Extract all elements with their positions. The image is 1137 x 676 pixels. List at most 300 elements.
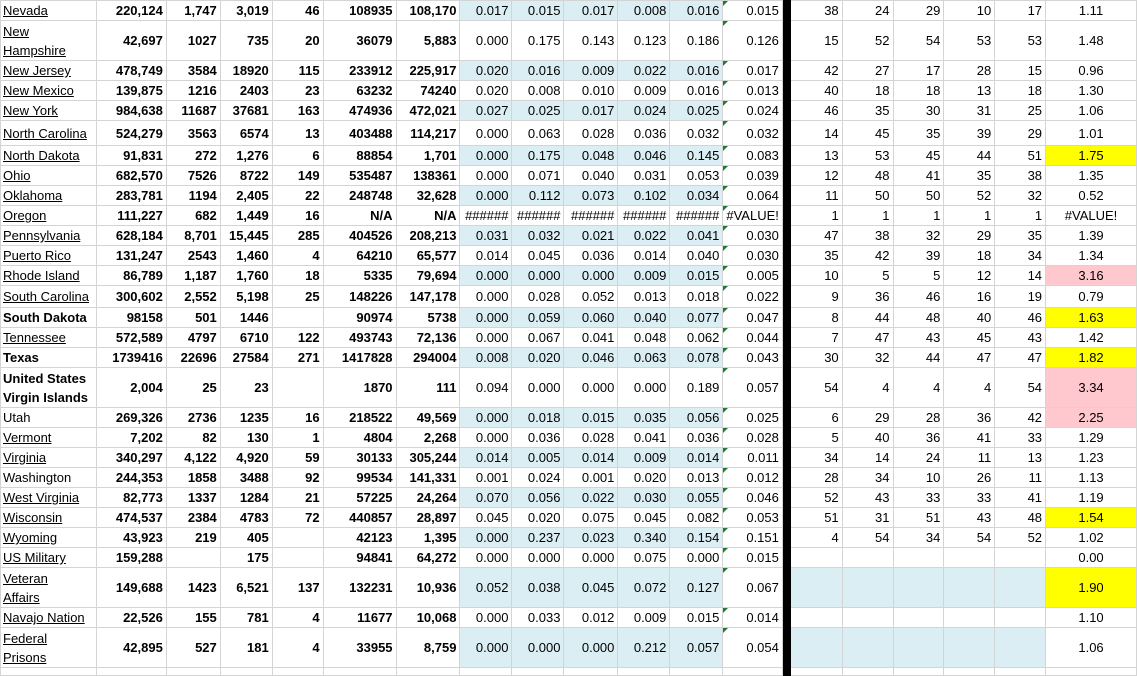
rank-cell[interactable]	[944, 428, 995, 448]
rate-cell[interactable]	[564, 101, 618, 121]
rate-cell[interactable]	[564, 286, 618, 308]
count-cell[interactable]	[96, 61, 166, 81]
state-name-cell[interactable]	[1, 628, 97, 668]
rank-cell[interactable]	[842, 286, 893, 308]
count-cell[interactable]	[323, 488, 396, 508]
rank-cell[interactable]	[944, 548, 995, 568]
rate-cell[interactable]	[460, 61, 512, 81]
rank-cell[interactable]	[842, 186, 893, 206]
rate-cell[interactable]	[512, 121, 564, 146]
rate-cell[interactable]	[618, 628, 670, 668]
ratio-cell[interactable]	[1046, 21, 1137, 61]
ratio-cell[interactable]	[1046, 348, 1137, 368]
rate-cell[interactable]	[670, 286, 723, 308]
rank-cell[interactable]	[893, 266, 944, 286]
state-link[interactable]: North Carolina	[3, 125, 87, 141]
rate-cell[interactable]	[564, 628, 618, 668]
rate-cell[interactable]	[512, 568, 564, 608]
rate-cell[interactable]	[512, 1, 564, 21]
count-cell[interactable]	[396, 328, 460, 348]
rate-cell[interactable]	[564, 368, 618, 408]
count-cell[interactable]	[220, 308, 272, 328]
count-cell[interactable]	[272, 308, 323, 328]
rank-cell[interactable]	[944, 166, 995, 186]
rate-cell[interactable]	[512, 146, 564, 166]
ratio-cell[interactable]	[1046, 488, 1137, 508]
state-link[interactable]: Rhode Island	[3, 268, 80, 283]
count-cell[interactable]	[96, 308, 166, 328]
average-rate-cell[interactable]	[723, 286, 783, 308]
count-cell[interactable]	[220, 166, 272, 186]
count-cell[interactable]	[166, 206, 220, 226]
rank-cell[interactable]	[944, 266, 995, 286]
count-cell[interactable]	[166, 186, 220, 206]
count-cell[interactable]	[96, 121, 166, 146]
rate-cell[interactable]	[564, 568, 618, 608]
rate-cell[interactable]	[460, 468, 512, 488]
empty-cell[interactable]	[323, 668, 396, 676]
count-cell[interactable]	[166, 226, 220, 246]
count-cell[interactable]	[323, 101, 396, 121]
state-name-cell[interactable]	[1, 528, 97, 548]
average-rate-cell[interactable]	[723, 488, 783, 508]
count-cell[interactable]	[396, 266, 460, 286]
rate-cell[interactable]	[460, 186, 512, 206]
rate-cell[interactable]	[618, 101, 670, 121]
count-cell[interactable]	[272, 368, 323, 408]
state-link[interactable]: Navajo Nation	[3, 610, 85, 625]
count-cell[interactable]	[220, 448, 272, 468]
count-cell[interactable]	[272, 61, 323, 81]
count-cell[interactable]	[272, 206, 323, 226]
count-cell[interactable]	[220, 226, 272, 246]
rate-cell[interactable]	[618, 226, 670, 246]
count-cell[interactable]	[272, 568, 323, 608]
count-cell[interactable]	[272, 548, 323, 568]
state-link[interactable]: Pennsylvania	[3, 228, 81, 243]
rank-cell[interactable]	[944, 328, 995, 348]
rank-cell[interactable]	[790, 206, 842, 226]
rate-cell[interactable]	[670, 61, 723, 81]
rank-cell[interactable]	[842, 226, 893, 246]
state-name-cell[interactable]	[1, 428, 97, 448]
rate-cell[interactable]	[512, 428, 564, 448]
rate-cell[interactable]	[564, 146, 618, 166]
state-link[interactable]: Wyoming	[3, 530, 58, 545]
rate-cell[interactable]	[512, 468, 564, 488]
rate-cell[interactable]	[512, 348, 564, 368]
empty-cell[interactable]	[272, 668, 323, 676]
rate-cell[interactable]	[564, 408, 618, 428]
rate-cell[interactable]	[618, 308, 670, 328]
count-cell[interactable]	[166, 368, 220, 408]
rate-cell[interactable]	[670, 468, 723, 488]
count-cell[interactable]	[166, 628, 220, 668]
count-cell[interactable]	[96, 186, 166, 206]
rank-cell[interactable]	[790, 266, 842, 286]
rate-cell[interactable]	[564, 448, 618, 468]
rank-cell[interactable]	[995, 368, 1046, 408]
count-cell[interactable]	[96, 508, 166, 528]
rate-cell[interactable]	[460, 146, 512, 166]
rank-cell[interactable]	[893, 206, 944, 226]
count-cell[interactable]	[166, 608, 220, 628]
rank-cell[interactable]	[944, 186, 995, 206]
count-cell[interactable]	[396, 121, 460, 146]
empty-cell[interactable]	[1046, 668, 1137, 676]
rate-cell[interactable]	[564, 246, 618, 266]
rate-cell[interactable]	[460, 226, 512, 246]
rate-cell[interactable]	[618, 448, 670, 468]
rank-cell[interactable]	[995, 226, 1046, 246]
state-name-cell[interactable]	[1, 468, 97, 488]
rate-cell[interactable]	[512, 206, 564, 226]
rate-cell[interactable]	[460, 448, 512, 468]
rank-cell[interactable]	[995, 548, 1046, 568]
rank-cell[interactable]	[842, 21, 893, 61]
rank-cell[interactable]	[995, 508, 1046, 528]
rank-cell[interactable]	[995, 628, 1046, 668]
empty-cell[interactable]	[512, 668, 564, 676]
rank-cell[interactable]	[944, 528, 995, 548]
rate-cell[interactable]	[564, 548, 618, 568]
rank-cell[interactable]	[893, 428, 944, 448]
count-cell[interactable]	[323, 328, 396, 348]
average-rate-cell[interactable]	[723, 368, 783, 408]
average-rate-cell[interactable]	[723, 146, 783, 166]
rank-cell[interactable]	[790, 166, 842, 186]
rate-cell[interactable]	[618, 61, 670, 81]
rate-cell[interactable]	[618, 286, 670, 308]
rank-cell[interactable]	[790, 81, 842, 101]
count-cell[interactable]	[220, 408, 272, 428]
rank-cell[interactable]	[944, 448, 995, 468]
state-name-cell[interactable]	[1, 408, 97, 428]
rate-cell[interactable]	[512, 186, 564, 206]
count-cell[interactable]	[323, 1, 396, 21]
average-rate-cell[interactable]	[723, 528, 783, 548]
rank-cell[interactable]	[995, 266, 1046, 286]
state-name-cell[interactable]	[1, 348, 97, 368]
count-cell[interactable]	[396, 448, 460, 468]
rank-cell[interactable]	[944, 206, 995, 226]
rank-cell[interactable]	[893, 528, 944, 548]
rank-cell[interactable]	[790, 328, 842, 348]
rate-cell[interactable]	[512, 61, 564, 81]
empty-cell[interactable]	[96, 668, 166, 676]
count-cell[interactable]	[220, 146, 272, 166]
count-cell[interactable]	[166, 61, 220, 81]
rank-cell[interactable]	[790, 121, 842, 146]
count-cell[interactable]	[166, 508, 220, 528]
rank-cell[interactable]	[893, 146, 944, 166]
rank-cell[interactable]	[842, 408, 893, 428]
count-cell[interactable]	[220, 348, 272, 368]
rate-cell[interactable]	[618, 508, 670, 528]
rank-cell[interactable]	[790, 428, 842, 448]
rank-cell[interactable]	[995, 1, 1046, 21]
count-cell[interactable]	[272, 468, 323, 488]
state-name-cell[interactable]	[1, 186, 97, 206]
rate-cell[interactable]	[670, 21, 723, 61]
count-cell[interactable]	[323, 428, 396, 448]
empty-cell[interactable]	[220, 668, 272, 676]
rank-cell[interactable]	[995, 448, 1046, 468]
count-cell[interactable]	[96, 408, 166, 428]
rate-cell[interactable]	[618, 328, 670, 348]
rank-cell[interactable]	[842, 528, 893, 548]
state-name-cell[interactable]	[1, 448, 97, 468]
count-cell[interactable]	[96, 528, 166, 548]
rank-cell[interactable]	[790, 21, 842, 61]
empty-cell[interactable]	[893, 668, 944, 676]
rate-cell[interactable]	[460, 608, 512, 628]
rank-cell[interactable]	[995, 308, 1046, 328]
count-cell[interactable]	[166, 568, 220, 608]
rate-cell[interactable]	[460, 166, 512, 186]
rate-cell[interactable]	[460, 246, 512, 266]
rate-cell[interactable]	[618, 568, 670, 608]
state-link[interactable]: Wisconsin	[3, 510, 63, 525]
ratio-cell[interactable]	[1046, 568, 1137, 608]
count-cell[interactable]	[220, 101, 272, 121]
state-name-cell[interactable]	[1, 308, 97, 328]
rate-cell[interactable]	[564, 121, 618, 146]
rate-cell[interactable]	[512, 81, 564, 101]
ratio-cell[interactable]	[1046, 61, 1137, 81]
rank-cell[interactable]	[944, 468, 995, 488]
rank-cell[interactable]	[944, 348, 995, 368]
state-link[interactable]: Federal Prisons	[3, 630, 48, 665]
rate-cell[interactable]	[564, 488, 618, 508]
rate-cell[interactable]	[618, 146, 670, 166]
rate-cell[interactable]	[670, 608, 723, 628]
rate-cell[interactable]	[512, 266, 564, 286]
rate-cell[interactable]	[460, 286, 512, 308]
count-cell[interactable]	[96, 368, 166, 408]
state-link[interactable]: Oklahoma	[3, 188, 63, 203]
count-cell[interactable]	[96, 286, 166, 308]
rank-cell[interactable]	[893, 628, 944, 668]
rank-cell[interactable]	[995, 568, 1046, 608]
count-cell[interactable]	[220, 328, 272, 348]
rank-cell[interactable]	[893, 21, 944, 61]
average-rate-cell[interactable]	[723, 468, 783, 488]
rank-cell[interactable]	[842, 166, 893, 186]
state-link[interactable]: South Carolina	[3, 289, 89, 304]
count-cell[interactable]	[166, 408, 220, 428]
state-name-cell[interactable]	[1, 146, 97, 166]
count-cell[interactable]	[272, 1, 323, 21]
rate-cell[interactable]	[670, 146, 723, 166]
empty-cell[interactable]	[723, 668, 783, 676]
count-cell[interactable]	[323, 608, 396, 628]
state-link[interactable]: Virginia	[3, 450, 47, 465]
rank-cell[interactable]	[790, 468, 842, 488]
rank-cell[interactable]	[944, 508, 995, 528]
rank-cell[interactable]	[995, 21, 1046, 61]
count-cell[interactable]	[396, 101, 460, 121]
count-cell[interactable]	[272, 608, 323, 628]
rate-cell[interactable]	[670, 121, 723, 146]
count-cell[interactable]	[396, 246, 460, 266]
state-link[interactable]: New Hampshire	[3, 23, 66, 58]
state-name-cell[interactable]	[1, 226, 97, 246]
count-cell[interactable]	[272, 101, 323, 121]
count-cell[interactable]	[220, 528, 272, 548]
count-cell[interactable]	[396, 508, 460, 528]
rank-cell[interactable]	[842, 246, 893, 266]
rank-cell[interactable]	[893, 186, 944, 206]
rank-cell[interactable]	[893, 328, 944, 348]
rank-cell[interactable]	[944, 226, 995, 246]
count-cell[interactable]	[272, 348, 323, 368]
count-cell[interactable]	[166, 286, 220, 308]
count-cell[interactable]	[272, 21, 323, 61]
count-cell[interactable]	[96, 101, 166, 121]
rate-cell[interactable]	[564, 1, 618, 21]
count-cell[interactable]	[220, 428, 272, 448]
count-cell[interactable]	[323, 61, 396, 81]
rate-cell[interactable]	[512, 488, 564, 508]
count-cell[interactable]	[396, 428, 460, 448]
rate-cell[interactable]	[512, 608, 564, 628]
rate-cell[interactable]	[564, 308, 618, 328]
rate-cell[interactable]	[512, 448, 564, 468]
rank-cell[interactable]	[995, 488, 1046, 508]
state-link[interactable]: Veteran Affairs	[3, 570, 48, 605]
rate-cell[interactable]	[670, 488, 723, 508]
count-cell[interactable]	[96, 206, 166, 226]
average-rate-cell[interactable]	[723, 628, 783, 668]
count-cell[interactable]	[96, 226, 166, 246]
rank-cell[interactable]	[944, 81, 995, 101]
ratio-cell[interactable]	[1046, 246, 1137, 266]
count-cell[interactable]	[396, 628, 460, 668]
empty-cell[interactable]	[944, 668, 995, 676]
count-cell[interactable]	[323, 206, 396, 226]
rate-cell[interactable]	[670, 81, 723, 101]
rate-cell[interactable]	[618, 121, 670, 146]
rate-cell[interactable]	[618, 166, 670, 186]
ratio-cell[interactable]	[1046, 628, 1137, 668]
rank-cell[interactable]	[790, 286, 842, 308]
count-cell[interactable]	[272, 448, 323, 468]
rate-cell[interactable]	[512, 328, 564, 348]
ratio-cell[interactable]	[1046, 408, 1137, 428]
count-cell[interactable]	[96, 348, 166, 368]
count-cell[interactable]	[396, 186, 460, 206]
count-cell[interactable]	[166, 528, 220, 548]
rate-cell[interactable]	[564, 608, 618, 628]
rank-cell[interactable]	[842, 206, 893, 226]
rank-cell[interactable]	[842, 508, 893, 528]
rank-cell[interactable]	[842, 468, 893, 488]
rate-cell[interactable]	[460, 266, 512, 286]
rank-cell[interactable]	[944, 246, 995, 266]
count-cell[interactable]	[396, 408, 460, 428]
rate-cell[interactable]	[670, 206, 723, 226]
rank-cell[interactable]	[893, 81, 944, 101]
rate-cell[interactable]	[512, 528, 564, 548]
rate-cell[interactable]	[564, 81, 618, 101]
rate-cell[interactable]	[670, 628, 723, 668]
rank-cell[interactable]	[893, 61, 944, 81]
rate-cell[interactable]	[618, 488, 670, 508]
count-cell[interactable]	[272, 146, 323, 166]
state-name-cell[interactable]	[1, 101, 97, 121]
average-rate-cell[interactable]	[723, 166, 783, 186]
rank-cell[interactable]	[790, 308, 842, 328]
rank-cell[interactable]	[893, 166, 944, 186]
count-cell[interactable]	[220, 61, 272, 81]
average-rate-cell[interactable]	[723, 308, 783, 328]
rate-cell[interactable]	[618, 528, 670, 548]
rank-cell[interactable]	[995, 206, 1046, 226]
rate-cell[interactable]	[618, 428, 670, 448]
count-cell[interactable]	[272, 121, 323, 146]
rank-cell[interactable]	[790, 186, 842, 206]
rank-cell[interactable]	[842, 448, 893, 468]
count-cell[interactable]	[166, 246, 220, 266]
rank-cell[interactable]	[893, 286, 944, 308]
count-cell[interactable]	[166, 348, 220, 368]
rank-cell[interactable]	[893, 1, 944, 21]
rank-cell[interactable]	[842, 121, 893, 146]
count-cell[interactable]	[166, 428, 220, 448]
rank-cell[interactable]	[995, 328, 1046, 348]
rate-cell[interactable]	[460, 528, 512, 548]
average-rate-cell[interactable]	[723, 428, 783, 448]
rate-cell[interactable]	[460, 548, 512, 568]
count-cell[interactable]	[323, 81, 396, 101]
rank-cell[interactable]	[893, 488, 944, 508]
average-rate-cell[interactable]	[723, 186, 783, 206]
count-cell[interactable]	[166, 448, 220, 468]
rank-cell[interactable]	[842, 568, 893, 608]
count-cell[interactable]	[96, 608, 166, 628]
count-cell[interactable]	[220, 508, 272, 528]
rate-cell[interactable]	[564, 266, 618, 286]
rate-cell[interactable]	[670, 408, 723, 428]
rank-cell[interactable]	[842, 368, 893, 408]
rate-cell[interactable]	[460, 21, 512, 61]
count-cell[interactable]	[396, 166, 460, 186]
average-rate-cell[interactable]	[723, 206, 783, 226]
rank-cell[interactable]	[790, 101, 842, 121]
rate-cell[interactable]	[564, 166, 618, 186]
rank-cell[interactable]	[790, 368, 842, 408]
rate-cell[interactable]	[564, 528, 618, 548]
rate-cell[interactable]	[618, 1, 670, 21]
rate-cell[interactable]	[670, 101, 723, 121]
ratio-cell[interactable]	[1046, 468, 1137, 488]
count-cell[interactable]	[96, 146, 166, 166]
empty-cell[interactable]	[460, 668, 512, 676]
ratio-cell[interactable]	[1046, 81, 1137, 101]
count-cell[interactable]	[323, 266, 396, 286]
rank-cell[interactable]	[893, 348, 944, 368]
state-link[interactable]: Ohio	[3, 168, 31, 183]
rank-cell[interactable]	[790, 488, 842, 508]
count-cell[interactable]	[323, 628, 396, 668]
average-rate-cell[interactable]	[723, 81, 783, 101]
count-cell[interactable]	[166, 488, 220, 508]
count-cell[interactable]	[323, 528, 396, 548]
rate-cell[interactable]	[618, 81, 670, 101]
count-cell[interactable]	[272, 266, 323, 286]
rate-cell[interactable]	[460, 348, 512, 368]
